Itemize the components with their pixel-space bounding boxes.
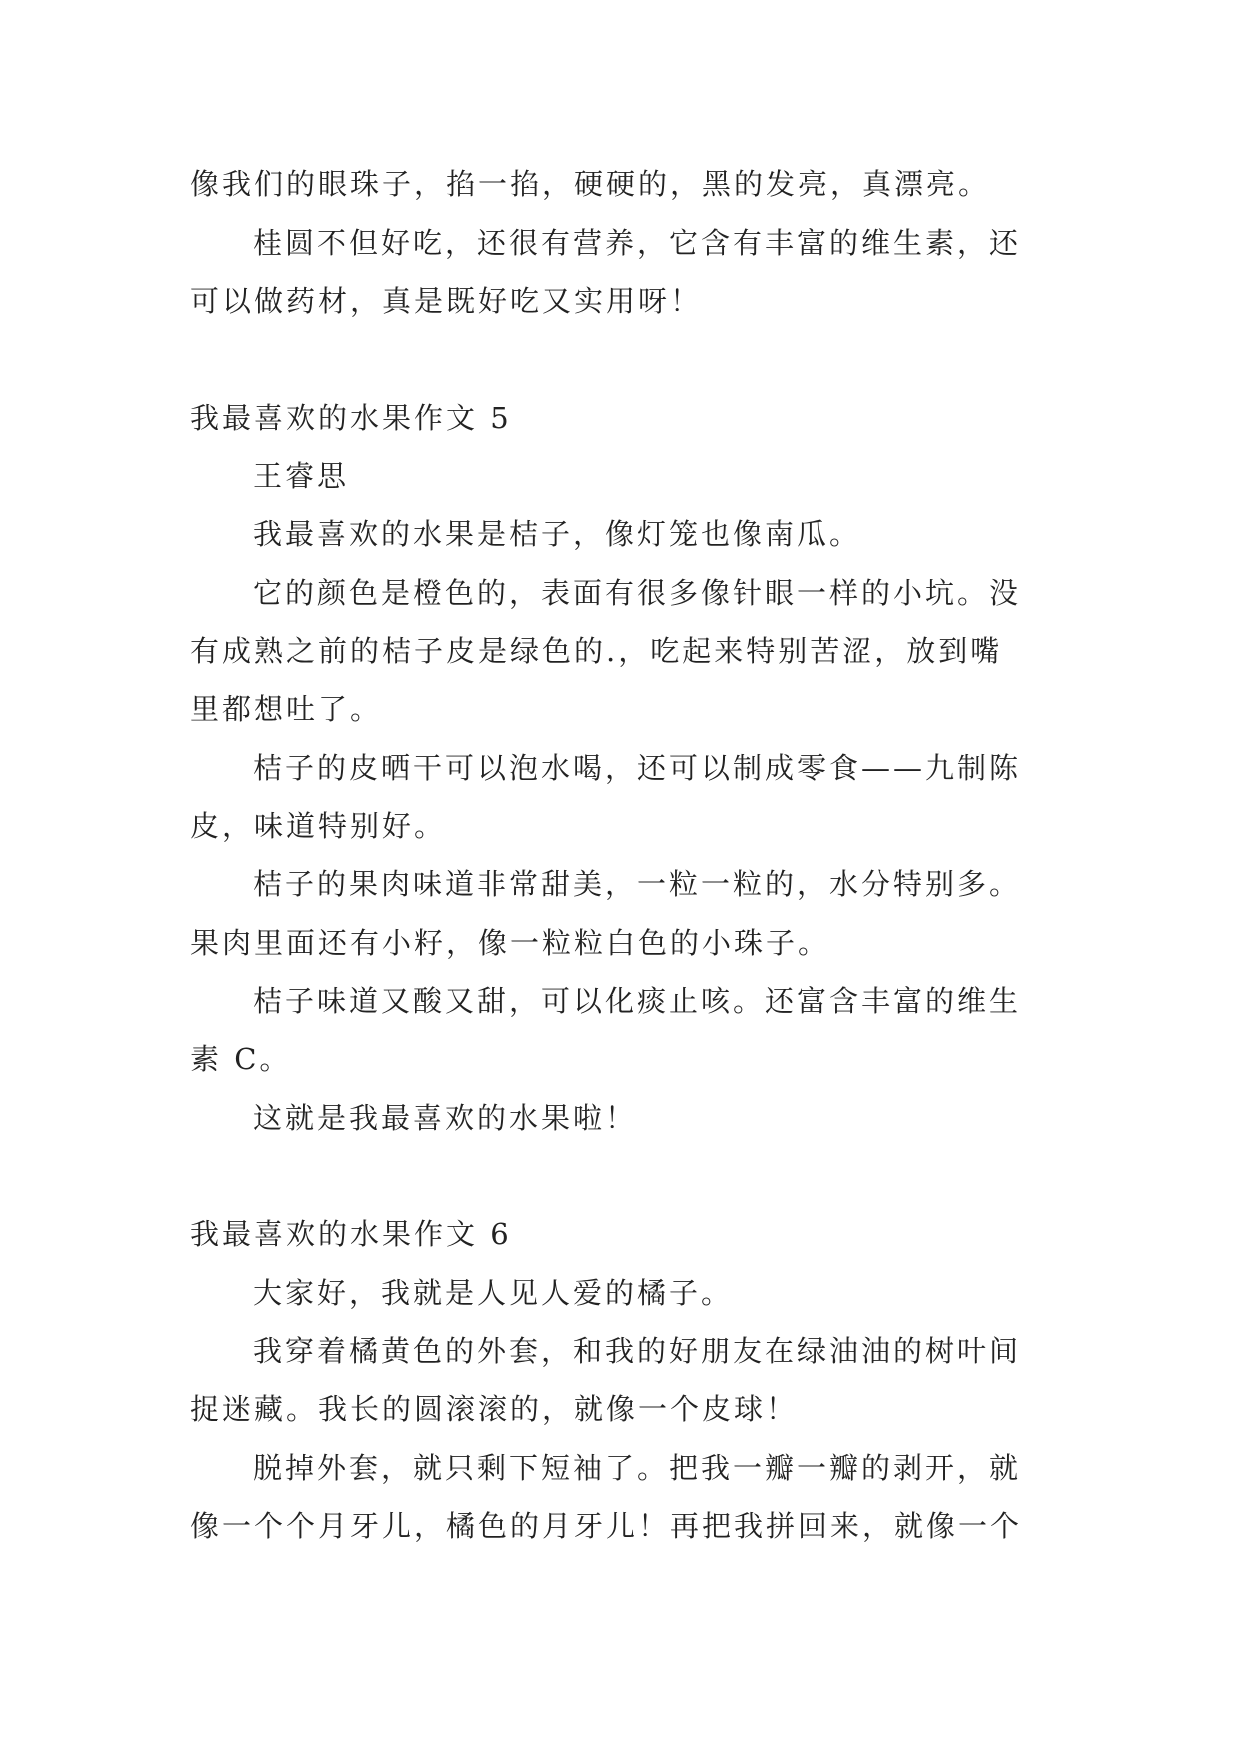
section-heading: 我最喜欢的水果作文 6	[190, 1217, 512, 1251]
text-line: 像我们的眼珠子，掐一掐，硬硬的，黑的发亮，真漂亮。	[190, 167, 991, 201]
text-line: 捉迷藏。我长的圆滚滚的，就像一个皮球！	[190, 1392, 799, 1426]
text-line: 大家好，我就是人见人爱的橘子。	[253, 1276, 734, 1310]
text-line: 可以做药材，真是既好吃又实用呀！	[190, 284, 703, 318]
text-line: 这就是我最喜欢的水果啦！	[253, 1101, 638, 1135]
text-line: 桔子的果肉味道非常甜美，一粒一粒的，水分特别多。	[253, 867, 1022, 901]
text-line: 桔子的皮晒干可以泡水喝，还可以制成零食——九制陈	[253, 751, 1022, 785]
text-line: 有成熟之前的桔子皮是绿色的.，吃起来特别苦涩，放到嘴	[190, 634, 1003, 668]
text-line: 它的颜色是橙色的，表面有很多像针眼一样的小坑。没	[253, 576, 1022, 610]
text-line: 桂圆不但好吃，还很有营养，它含有丰富的维生素，还	[253, 226, 1022, 260]
text-line: 桔子味道又酸又甜，可以化痰止咳。还富含丰富的维生	[253, 984, 1022, 1018]
text-line: 果肉里面还有小籽，像一粒粒白色的小珠子。	[190, 926, 831, 960]
text-line: 素 C。	[190, 1042, 292, 1076]
section-heading: 我最喜欢的水果作文 5	[190, 401, 512, 435]
author-name: 王睿思	[253, 459, 350, 493]
text-line: 像一个个月牙儿，橘色的月牙儿！再把我拼回来，就像一个	[190, 1509, 1023, 1543]
text-line: 我穿着橘黄色的外套，和我的好朋友在绿油油的树叶间	[253, 1334, 1022, 1368]
text-line: 皮，味道特别好。	[190, 809, 447, 843]
text-line: 里都想吐了。	[190, 692, 383, 726]
text-line: 脱掉外套，就只剩下短袖了。把我一瓣一瓣的剥开，就	[253, 1451, 1022, 1485]
text-line: 我最喜欢的水果是桔子，像灯笼也像南瓜。	[253, 517, 862, 551]
